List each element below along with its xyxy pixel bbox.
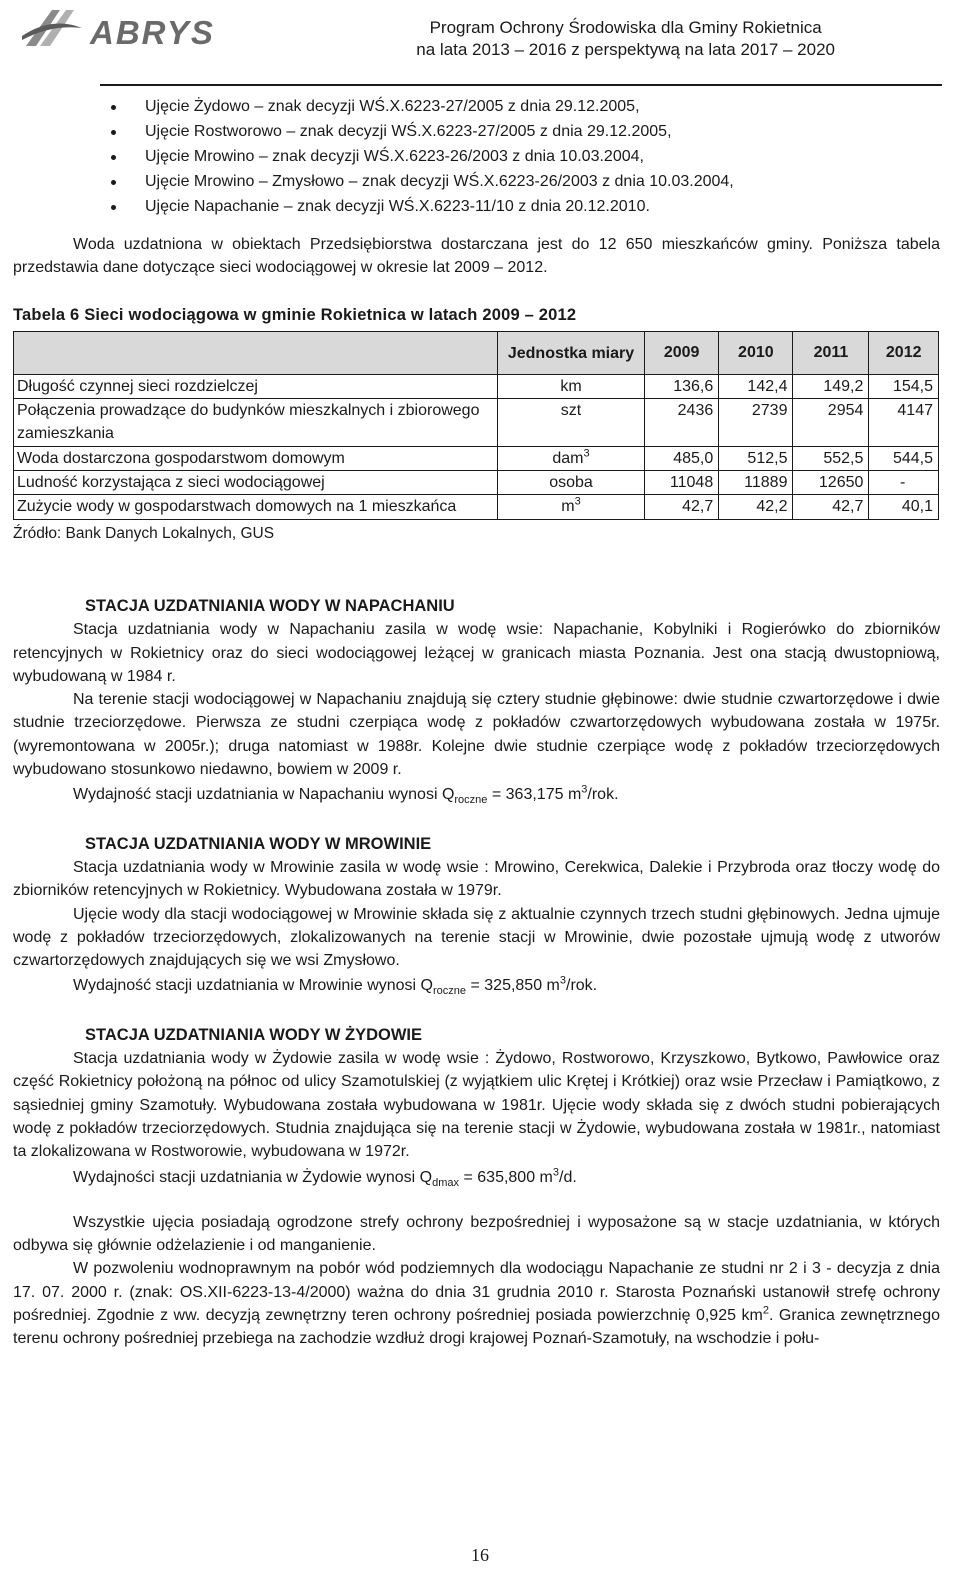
- header-empty-cell: [14, 331, 498, 374]
- table-row: [14, 446, 939, 470]
- table-caption: Tabela 6 Sieci wodociągowa w gminie Rokietnica w latach 2009 – 2012: [13, 305, 577, 324]
- table-header-row: [14, 331, 939, 374]
- document-title-line1: Program Ochrony Środowiska dla Gminy Rokietnica: [429, 18, 822, 37]
- row-value: 544,5: [869, 446, 939, 470]
- list-item: Ujęcie Napachanie – znak decyzji WŚ.X.6223-11/10 z dnia 20.12.2010.: [13, 195, 940, 220]
- section-heading-mrowino: STACJA UZDATNIANIA WODY W MROWINIE: [85, 834, 432, 853]
- document-title-line2: na lata 2013 – 2016 z perspektywą na lata 2017 – 2020: [416, 40, 835, 59]
- row-value: 512,5: [719, 446, 793, 470]
- list-item: Ujęcie Rostworowo – znak decyzji WŚ.X.6223-27/2005 z dnia 29.12.2005,: [13, 120, 940, 145]
- row-value: 136,6: [645, 374, 719, 398]
- napachanie-paragraph-1: Stacja uzdatniania wody w Napachaniu zasila w wodę wsie: Napachanie, Kobylniki i Rogierówko do zbiorników retencyjnych w Rokietnicy oraz do sieci wodociągowej leżącej w granicach miasta Poznania. Jest ona stacją dwustopniową, wybudowaną w 1984 r.: [13, 621, 940, 685]
- closing-paragraph-1: Wszystkie ujęcia posiadają ogrodzone strefy ochrony bezpośredniej i wyposażone są w stacje uzdatniania, w których odbywa się głównie odżelazienie i od manganienie.: [13, 1213, 940, 1255]
- closing-paragraph-2: W pozwoleniu wodnoprawnym na pobór wód podziemnych dla wodociągu Napachanie ze studni nr 2 i 3 - decyzja z dnia 17. 07. 2000 r. (znak: OS.XII-6223-13-4/2000) ważna do dnia 31 grudnia 2010 r. Starosta Poznański ustanowił strefę ochrony pośredniej. Zgodnie z ww. decyzją zewnętrzny teren ochrony pośredniej posiada powierzchnię 0,925 $km^2$. Granica zewnętrznego terenu ochrony pośredniej przebiega na zachodzie wzdłuż drogi krajowej Poznań-Szamotuły, na wschodzie i połu-: [13, 1260, 940, 1348]
- napachanie-yield: Wydajność stacji uzdatniania w Napachaniu wynosi $Q_{roczne} = 363,175$ $m^3$/rok.: [73, 784, 619, 807]
- row-value: 11889: [719, 471, 793, 495]
- page-content: [13, 95, 940, 1351]
- row-value: 4147: [869, 399, 939, 447]
- page-header: [0, 0, 960, 90]
- header-year: 2011: [793, 331, 869, 374]
- logo-swoosh-icon: [22, 6, 82, 50]
- list-item: Ujęcie Mrowino – znak decyzji WŚ.X.6223-26/2003 z dnia 10.03.2004,: [13, 145, 940, 170]
- row-label: Zużycie wody w gospodarstwach domowych na 1 mieszkańca: [14, 495, 498, 519]
- row-value: 552,5: [793, 446, 869, 470]
- zydowo-paragraph-1: Stacja uzdatniania wody w Żydowie zasila w wodę wsie : Żydowo, Rostworowo, Krzyszkowo, Bytkowo, Pawłowice oraz część Rokietnicy położoną na północ od ulicy Szamotulskiej (z wyjątkiem ulic Krętej i Krótkiej) oraz wsie Przecław i Pamiątkowo, z sąsiedniej gminy Szamotuły. Wybudowana została wybudowana w 1981r. Ujęcie wody składa się z dwóch studni pobierających wodę z pokładów trzeciorzędowych. Studnia znajdująca się na terenie stacji w Żydowie, wybudowana została w 1981r., natomiast ta zlokalizowana w Rostworowie, wybudowana w 1972r.: [13, 1050, 940, 1161]
- row-unit: $m^3$: [498, 495, 645, 519]
- header-year: 2009: [645, 331, 719, 374]
- bullet-icon: [111, 180, 116, 185]
- document-title: [416, 17, 835, 61]
- row-value: 42,2: [719, 495, 793, 519]
- row-unit: km: [498, 374, 645, 398]
- zydowo-yield: Wydajności stacji uzdatniania w Żydowie wynosi $Q_{dmax} = 635,800$ $m^3/d$.: [73, 1166, 577, 1189]
- row-label: Ludność korzystająca z sieci wodociągowej: [14, 471, 498, 495]
- bullet-icon: [111, 205, 116, 210]
- napachanie-paragraph-2: Na terenie stacji wodociągowej w Napachaniu znajdują się cztery studnie głębinowe: dwie studnie czwartorzędowe i dwie studnie trzeciorzędowe. Pierwsza ze studni czerpiąca wodę z pokładów czwartorzędowych wybudowana została w 1975r. (wyremontowana w 2005r.); druga natomiast w 1988r. Kolejne dwie studnie czerpiące wodę z pokładów trzeciorzędowych wybudowano stosunkowo niedawno, bowiem w 2009 r.: [13, 691, 940, 779]
- row-unit: szt: [498, 399, 645, 447]
- table-row: [14, 399, 939, 447]
- table-source: Źródło: Bank Danych Lokalnych, GUS: [13, 524, 275, 542]
- row-value: -: [869, 471, 939, 495]
- row-value: 42,7: [645, 495, 719, 519]
- bullet-icon: [111, 130, 116, 135]
- intro-paragraph: Woda uzdatniona w obiektach Przedsiębiorstwa dostarczana jest do 12 650 mieszkańców gminy. Poniższa tabela przedstawia dane dotyczące sieci wodociągowej w okresie lat 2009 – 2012.: [13, 236, 940, 277]
- logo-text: ABRYS: [90, 14, 215, 51]
- row-value: 2436: [645, 399, 719, 447]
- list-item: Ujęcie Żydowo – znak decyzji WŚ.X.6223-27/2005 z dnia 29.12.2005,: [13, 95, 940, 120]
- row-label: Połączenia prowadzące do budynków mieszkalnych i zbiorowego zamieszkania: [14, 399, 498, 447]
- header-unit: Jednostka miary: [498, 331, 645, 374]
- row-unit: dam$^3$: [498, 446, 645, 470]
- table-row: [14, 471, 939, 495]
- page-number: 16: [471, 1545, 489, 1565]
- table-row: [14, 495, 939, 519]
- mrowino-paragraph-2: Ujęcie wody dla stacji wodociągowej w Mrowinie składa się z aktualnie czynnych trzech studni głębinowych. Jedna ujmuje wodę z pokładów trzeciorzędowych, zlokalizowanych na terenie stacji w Mrowinie, dwie pozostałe ujmują wodę z utworów czwartorzędowych znajdujących się we wsi Zmysłowo.: [13, 905, 940, 970]
- row-label: Długość czynnej sieci rozdzielczej: [14, 374, 498, 398]
- intake-list: [13, 95, 940, 220]
- row-value: 149,2: [793, 374, 869, 398]
- bullet-icon: [111, 105, 116, 110]
- row-value: 485,0: [645, 446, 719, 470]
- bullet-icon: [111, 155, 116, 160]
- row-label: Woda dostarczona gospodarstwom domowym: [14, 446, 498, 470]
- section-heading-napachanie: STACJA UZDATNIANIA WODY W NAPACHANIU: [85, 596, 455, 615]
- section-heading-zydowo: STACJA UZDATNIANIA WODY W ŻYDOWIE: [85, 1025, 423, 1044]
- header-year: 2010: [719, 331, 793, 374]
- mrowino-paragraph-1: Stacja uzdatniania wody w Mrowinie zasila w wodę wsie : Mrowino, Cerekwica, Dalekie i Przybroda oraz tłoczy wodę do zbiorników retencyjnych w Rokietnicy. Wybudowana została w 1979r.: [13, 858, 940, 900]
- row-value: 2739: [719, 399, 793, 447]
- row-value: 142,4: [719, 374, 793, 398]
- row-value: 2954: [793, 399, 869, 447]
- abrys-logo: [22, 6, 222, 50]
- table-row: [14, 374, 939, 398]
- row-value: 154,5: [869, 374, 939, 398]
- row-value: 11048: [645, 471, 719, 495]
- header-divider: [100, 84, 942, 86]
- list-item: Ujęcie Mrowino – Zmysłowo – znak decyzji WŚ.X.6223-26/2003 z dnia 10.03.2004,: [13, 170, 940, 195]
- row-value: 40,1: [869, 495, 939, 519]
- header-year: 2012: [869, 331, 939, 374]
- row-unit: osoba: [498, 471, 645, 495]
- row-value: 42,7: [793, 495, 869, 519]
- mrowino-yield: Wydajność stacji uzdatniania w Mrowinie wynosi $Q_{roczne} = 325,850$ $m^3$/rok.: [73, 975, 598, 998]
- row-value: 12650: [793, 471, 869, 495]
- water-network-table: [13, 331, 939, 520]
